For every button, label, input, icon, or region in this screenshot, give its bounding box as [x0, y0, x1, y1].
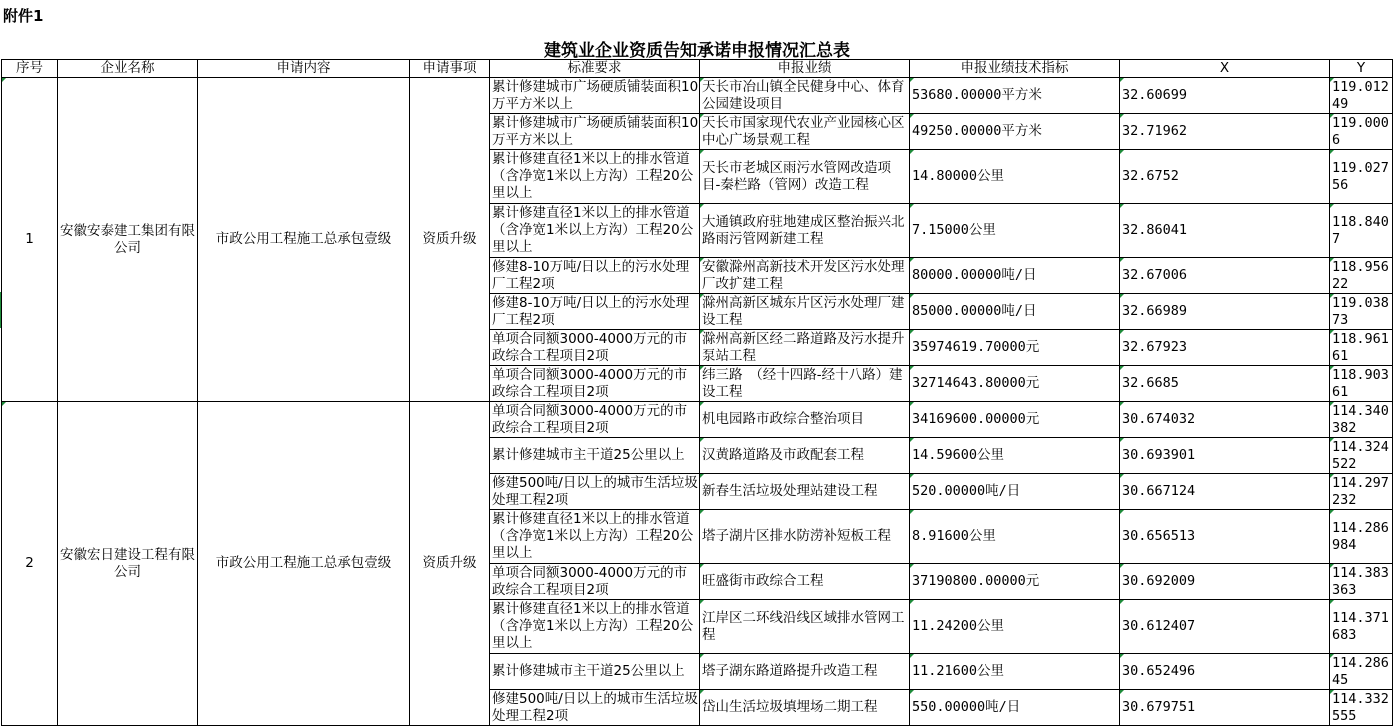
requirement-cell[interactable]: 修建8-10万吨/日以上的污水处理厂工程2项	[490, 294, 700, 330]
x-coordinate-cell[interactable]: 30.674032	[1120, 402, 1330, 438]
performance-cell[interactable]: 天长市冶山镇全民健身中心、体育公园建设项目	[700, 78, 910, 114]
page-title: 建筑业企业资质告知承诺申报情况汇总表	[544, 41, 850, 61]
table-body	[2, 60, 1393, 726]
x-coordinate-cell[interactable]: 32.60699	[1120, 78, 1330, 114]
performance-cell[interactable]: 天长市国家现代农业产业园核心区中心广场景观工程	[700, 114, 910, 150]
y-coordinate-cell[interactable]: 118.95622	[1330, 258, 1393, 294]
application-content-cell[interactable]: 市政公用工程施工总承包壹级	[198, 402, 410, 726]
y-coordinate-cell[interactable]: 114.332555	[1330, 690, 1393, 726]
x-coordinate-cell[interactable]: 32.6685	[1120, 366, 1330, 402]
requirement-cell[interactable]: 累计修建城市主干道25公里以上	[490, 654, 700, 690]
x-coordinate-cell[interactable]: 30.656513	[1120, 510, 1330, 564]
metric-cell[interactable]: 14.80000公里	[910, 150, 1120, 204]
y-coordinate-cell[interactable]: 119.01249	[1330, 78, 1393, 114]
x-coordinate-cell[interactable]: 30.612407	[1120, 600, 1330, 654]
metric-cell[interactable]: 35974619.70000元	[910, 330, 1120, 366]
header-cell-content[interactable]: 申请内容	[198, 60, 410, 78]
application-matter-cell[interactable]: 资质升级	[410, 78, 490, 402]
application-content-cell[interactable]: 市政公用工程施工总承包壹级	[198, 78, 410, 402]
requirement-cell[interactable]: 累计修建直径1米以上的排水管道（含净宽1米以上方沟）工程20公里以上	[490, 204, 700, 258]
performance-cell[interactable]: 新春生活垃圾处理站建设工程	[700, 474, 910, 510]
metric-cell[interactable]: 37190800.00000元	[910, 564, 1120, 600]
x-coordinate-cell[interactable]: 30.679751	[1120, 690, 1330, 726]
seq-cell[interactable]: 1	[2, 78, 58, 402]
y-coordinate-cell[interactable]: 118.8407	[1330, 204, 1393, 258]
performance-cell[interactable]: 滁州高新区经二路道路及污水提升泵站工程	[700, 330, 910, 366]
y-coordinate-cell[interactable]: 119.02756	[1330, 150, 1393, 204]
performance-cell[interactable]: 滁州高新区城东片区污水处理厂建设工程	[700, 294, 910, 330]
metric-cell[interactable]: 8.91600公里	[910, 510, 1120, 564]
performance-cell[interactable]: 旺盛街市政综合工程	[700, 564, 910, 600]
metric-cell[interactable]: 14.59600公里	[910, 438, 1120, 474]
y-coordinate-cell[interactable]: 114.340382	[1330, 402, 1393, 438]
requirement-cell[interactable]: 累计修建直径1米以上的排水管道（含净宽1米以上方沟）工程20公里以上	[490, 600, 700, 654]
x-coordinate-cell[interactable]: 30.692009	[1120, 564, 1330, 600]
metric-cell[interactable]: 520.00000吨/日	[910, 474, 1120, 510]
x-coordinate-cell[interactable]: 32.67006	[1120, 258, 1330, 294]
x-coordinate-cell[interactable]: 32.86041	[1120, 204, 1330, 258]
header-cell-performance[interactable]: 申报业绩	[700, 60, 910, 78]
company-name-cell[interactable]: 安徽宏日建设工程有限公司	[58, 402, 198, 726]
performance-cell[interactable]: 汉黄路道路及市政配套工程	[700, 438, 910, 474]
requirement-cell[interactable]: 累计修建直径1米以上的排水管道（含净宽1米以上方沟）工程20公里以上	[490, 510, 700, 564]
requirement-cell[interactable]: 累计修建城市主干道25公里以上	[490, 438, 700, 474]
metric-cell[interactable]: 11.24200公里	[910, 600, 1120, 654]
y-coordinate-cell[interactable]: 114.383363	[1330, 564, 1393, 600]
performance-cell[interactable]: 塔子湖片区排水防涝补短板工程	[700, 510, 910, 564]
requirement-cell[interactable]: 修建500吨/日以上的城市生活垃圾处理工程2项	[490, 474, 700, 510]
header-cell-company[interactable]: 企业名称	[58, 60, 198, 78]
metric-cell[interactable]: 80000.00000吨/日	[910, 258, 1120, 294]
y-coordinate-cell[interactable]: 114.371683	[1330, 600, 1393, 654]
y-coordinate-cell[interactable]: 114.324522	[1330, 438, 1393, 474]
header-cell-matter[interactable]: 申请事项	[410, 60, 490, 78]
metric-cell[interactable]: 53680.00000平方米	[910, 78, 1120, 114]
requirement-cell[interactable]: 累计修建直径1米以上的排水管道（含净宽1米以上方沟）工程20公里以上	[490, 150, 700, 204]
header-cell-x[interactable]: X	[1120, 60, 1330, 78]
y-coordinate-cell[interactable]: 114.28645	[1330, 654, 1393, 690]
performance-cell[interactable]: 大通镇政府驻地建成区整治振兴北路雨污管网新建工程	[700, 204, 910, 258]
requirement-cell[interactable]: 单项合同额3000-4000万元的市政综合工程项目2项	[490, 366, 700, 402]
requirement-cell[interactable]: 累计修建城市广场硬质铺装面积10万平方米以上	[490, 78, 700, 114]
requirement-cell[interactable]: 单项合同额3000-4000万元的市政综合工程项目2项	[490, 564, 700, 600]
header-cell-metric[interactable]: 申报业绩技术指标	[910, 60, 1120, 78]
metric-cell[interactable]: 550.00000吨/日	[910, 690, 1120, 726]
x-coordinate-cell[interactable]: 32.67923	[1120, 330, 1330, 366]
summary-table	[1, 59, 1393, 726]
x-coordinate-cell[interactable]: 32.66989	[1120, 294, 1330, 330]
performance-cell[interactable]: 江岸区二环线沿线区域排水管网工程	[700, 600, 910, 654]
company-name-cell[interactable]: 安徽安泰建工集团有限公司	[58, 78, 198, 402]
requirement-cell[interactable]: 修建8-10万吨/日以上的污水处理厂工程2项	[490, 258, 700, 294]
seq-cell[interactable]: 2	[2, 402, 58, 726]
metric-cell[interactable]: 32714643.80000元	[910, 366, 1120, 402]
table-header-row	[2, 60, 1393, 78]
table-row	[2, 78, 1393, 114]
y-coordinate-cell[interactable]: 119.03873	[1330, 294, 1393, 330]
metric-cell[interactable]: 34169600.00000元	[910, 402, 1120, 438]
metric-cell[interactable]: 7.15000公里	[910, 204, 1120, 258]
application-matter-cell[interactable]: 资质升级	[410, 402, 490, 726]
y-coordinate-cell[interactable]: 119.0006	[1330, 114, 1393, 150]
x-coordinate-cell[interactable]: 30.652496	[1120, 654, 1330, 690]
x-coordinate-cell[interactable]: 32.71962	[1120, 114, 1330, 150]
y-coordinate-cell[interactable]: 114.286984	[1330, 510, 1393, 564]
header-cell-requirement[interactable]: 标准要求	[490, 60, 700, 78]
header-cell-seq[interactable]: 序号	[2, 60, 58, 78]
requirement-cell[interactable]: 修建500吨/日以上的城市生活垃圾处理工程2项	[490, 690, 700, 726]
y-coordinate-cell[interactable]: 114.297232	[1330, 474, 1393, 510]
performance-cell[interactable]: 岱山生活垃圾填埋场二期工程	[700, 690, 910, 726]
requirement-cell[interactable]: 单项合同额3000-4000万元的市政综合工程项目2项	[490, 330, 700, 366]
performance-cell[interactable]: 塔子湖东路道路提升改造工程	[700, 654, 910, 690]
x-coordinate-cell[interactable]: 32.6752	[1120, 150, 1330, 204]
requirement-cell[interactable]: 单项合同额3000-4000万元的市政综合工程项目2项	[490, 402, 700, 438]
performance-cell[interactable]: 机电园路市政综合整治项目	[700, 402, 910, 438]
header-cell-y[interactable]: Y	[1330, 60, 1393, 78]
performance-cell[interactable]: 天长市老城区雨污水管网改造项目-秦栏路（管网）改造工程	[700, 150, 910, 204]
y-coordinate-cell[interactable]: 118.96161	[1330, 330, 1393, 366]
x-coordinate-cell[interactable]: 30.693901	[1120, 438, 1330, 474]
x-coordinate-cell[interactable]: 30.667124	[1120, 474, 1330, 510]
requirement-cell[interactable]: 累计修建城市广场硬质铺装面积10万平方米以上	[490, 114, 700, 150]
metric-cell[interactable]: 49250.00000平方米	[910, 114, 1120, 150]
performance-cell[interactable]: 安徽滁州高新技术开发区污水处理厂改扩建工程	[700, 258, 910, 294]
table-row	[2, 402, 1393, 438]
y-coordinate-cell[interactable]: 118.90361	[1330, 366, 1393, 402]
metric-cell[interactable]: 85000.00000吨/日	[910, 294, 1120, 330]
performance-cell[interactable]: 纬三路 （经十四路-经十八路）建设工程	[700, 366, 910, 402]
attachment-label: 附件1	[3, 7, 44, 25]
metric-cell[interactable]: 11.21600公里	[910, 654, 1120, 690]
